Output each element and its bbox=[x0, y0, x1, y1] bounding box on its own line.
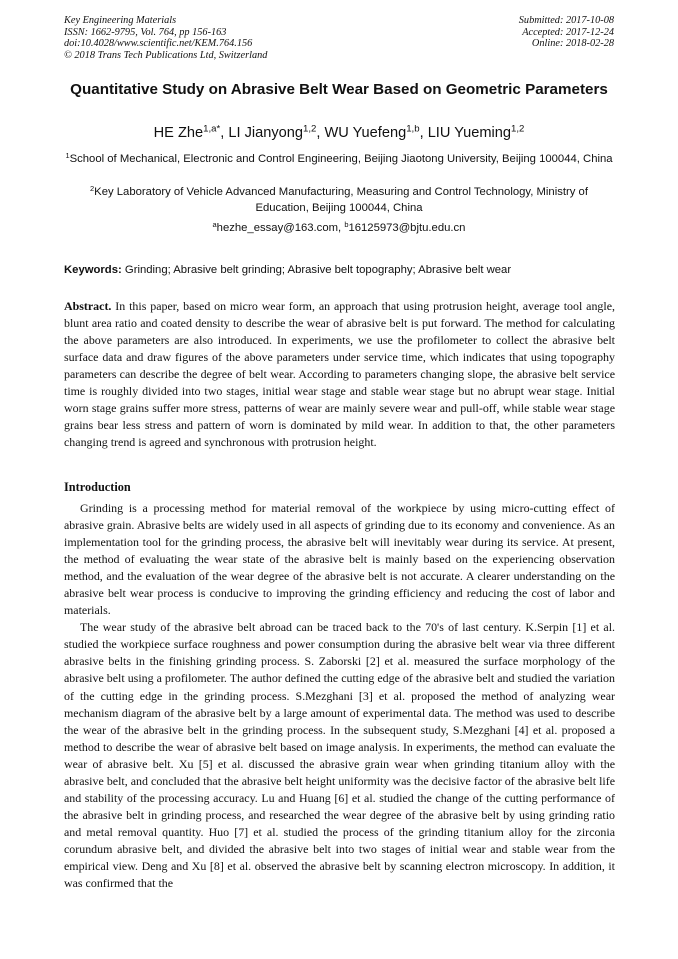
copyright: © 2018 Trans Tech Publications Ltd, Switzerland bbox=[64, 49, 268, 61]
affiliation-2 bbox=[64, 185, 614, 216]
author-list: HE Zhe$^{1,a*}$, LI Jianyong$^{1,2}$, WU Yuefeng$^{1,b}$, LIU Yueming$^{1,2}$ bbox=[153, 123, 525, 141]
author-emails: $^a$hezhe_essay@163.com, $^b$16125973@bjtu.edu.cn bbox=[212, 219, 466, 234]
abstract bbox=[64, 298, 615, 451]
publication-dates bbox=[519, 15, 614, 50]
author-affiliation-mark: 1,b bbox=[406, 123, 420, 135]
affiliation-mark: 2 bbox=[90, 183, 95, 193]
keywords-text: Grinding; Abrasive belt grinding; Abrasive belt topography; Abrasive belt wear bbox=[124, 264, 512, 276]
author-name: HE Zhe bbox=[153, 125, 204, 141]
author-affiliation-mark: 1,2 bbox=[303, 123, 317, 135]
paper-title: Quantitative Study on Abrasive Belt Wear Based on Geometric Parameters bbox=[70, 81, 608, 98]
abstract-label: Abstract. bbox=[64, 299, 112, 313]
email-mark: a bbox=[212, 219, 217, 229]
author-name: LIU Yueming bbox=[427, 125, 511, 141]
paragraph: Grinding is a processing method for material removal of the workpiece by using micro-cutting effect of abrasive grain. Abrasive belts are widely used in all aspects of grinding due to its economy and convenience. As an implementation tool for the grinding process, the abrasive belt will inevitably wear during its service. At present, the method of evaluating the wear state of the abrasive belt is mainly based on the experiencing observation method, and the evaluation of the wear degree of the abrasive belt is not accurate. A clearer understanding on the abrasive belt wear process is conducive to improving the grinding efficiency and reducing the cost of labor and materials. bbox=[64, 501, 615, 618]
keywords bbox=[64, 263, 614, 277]
affiliation-text: Key Laboratory of Vehicle Advanced Manufacturing, Measuring and Control Technology, Ministry of Education, Beijing 100044, China bbox=[94, 186, 588, 214]
submitted-date: Submitted: 2017-10-08 bbox=[518, 15, 614, 26]
keywords-label: Keywords: bbox=[64, 264, 122, 276]
author-name: LI Jianyong bbox=[228, 125, 304, 141]
affiliation-mark: 1 bbox=[65, 150, 70, 160]
affiliation-1 bbox=[64, 152, 614, 168]
accepted-date: Accepted: 2017-12-24 bbox=[522, 26, 614, 38]
email-address[interactable]: 16125973@bjtu.edu.cn bbox=[348, 222, 466, 234]
email-mark: b bbox=[344, 219, 349, 229]
author-affiliation-mark: 1,a* bbox=[203, 123, 221, 135]
email-address[interactable]: hezhe_essay@163.com bbox=[216, 222, 339, 234]
affiliation-text: School of Mechanical, Electronic and Control Engineering, Beijing Jiaotong University, Beijing 100044, China bbox=[69, 153, 613, 165]
journal-info bbox=[64, 15, 267, 61]
paragraph: The wear study of the abrasive belt abroad can be traced back to the 70's of last century. K.Serpin [1] et al. studied the workpiece surface roughness and power consumption during the abrasive belt wear via three different abrasive belts in the finishing grinding process. S. Zaborski [2] et al. measured the surface morphology of the abrasive belt using a profilometer. The author defined the cutting edge of the abrasive belt and studied the variation of the cutting edge in the grinding process. S.Mezghani [3] et al. proposed the method of analyzing wear mechanism diagram of the abrasive belt by a large amount of experimental data. The method was used to describe the wear of the abrasive belt in the grinding process. In the subsequent study, S.Mezghani [4] et al. proposed a method to describe the wear of abrasive belt based on image analysis. In experiments, the method can evaluate the wear of abrasive belt. Xu [5] et al. discussed the abrasive grain wear when grinding titanium alloy with the abrasive belt, and concluded that the abrasive belt height uniformity was the decisive factor of the abrasive belt life and stability of the processing accuracy. Lu and Huang [6] et al. studied the change of the cutting performance of the abrasive belt in grinding process, and researched the wear degree of the abrasive belt by using grinding ratio and metal removal quantity. Huo [7] et al. studied the process of the grinding titanium alloy for the zirconia corundum abrasive belt, and divided the abrasive belt into two stages of initial wear and stable wear from the empirical view. Deng and Xu [8] et al. observed the abrasive belt by scanning electron microscopy. In addition, it was confirmed that the bbox=[64, 620, 615, 891]
section-heading: Introduction bbox=[64, 480, 131, 494]
introduction-body bbox=[64, 500, 615, 892]
journal-name: Key Engineering Materials bbox=[64, 15, 177, 26]
issn-volume-pages: ISSN: 1662-9795, Vol. 764, pp 156-163 bbox=[64, 26, 227, 38]
abstract-text: In this paper, based on micro wear form, an approach that using protrusion height, average tool angle, blunt area ratio and coated density to describe the wear of abrasive belt is put forward. The method for calculating the above parameters are also introduced. In experiments, we use the profilometer to collect the abrasive belt surface data and draw figures of the above parameters under service time, which indicates that using topography parameters can describe the degree of belt wear. According to parameters changing slope, the abrasive belt service time is roughly divided into two stages, initial wear stage and stable wear stage but no abrupt wear stage. Initial worn stage grains suffer more stress, patterns of wear are mainly severe wear and pull-off, while stable wear stage grains bear less stress and pattern of worn is dominated by mild wear. In addition to that, the other parameters changing trend is agreed and synchronous with protrusion height. bbox=[64, 299, 615, 450]
doi: doi:10.4028/www.scientific.net/KEM.764.156 bbox=[64, 38, 253, 50]
online-date: Online: 2018-02-28 bbox=[531, 38, 614, 50]
author-name: WU Yuefeng bbox=[324, 125, 407, 141]
author-affiliation-mark: 1,2 bbox=[510, 123, 525, 135]
